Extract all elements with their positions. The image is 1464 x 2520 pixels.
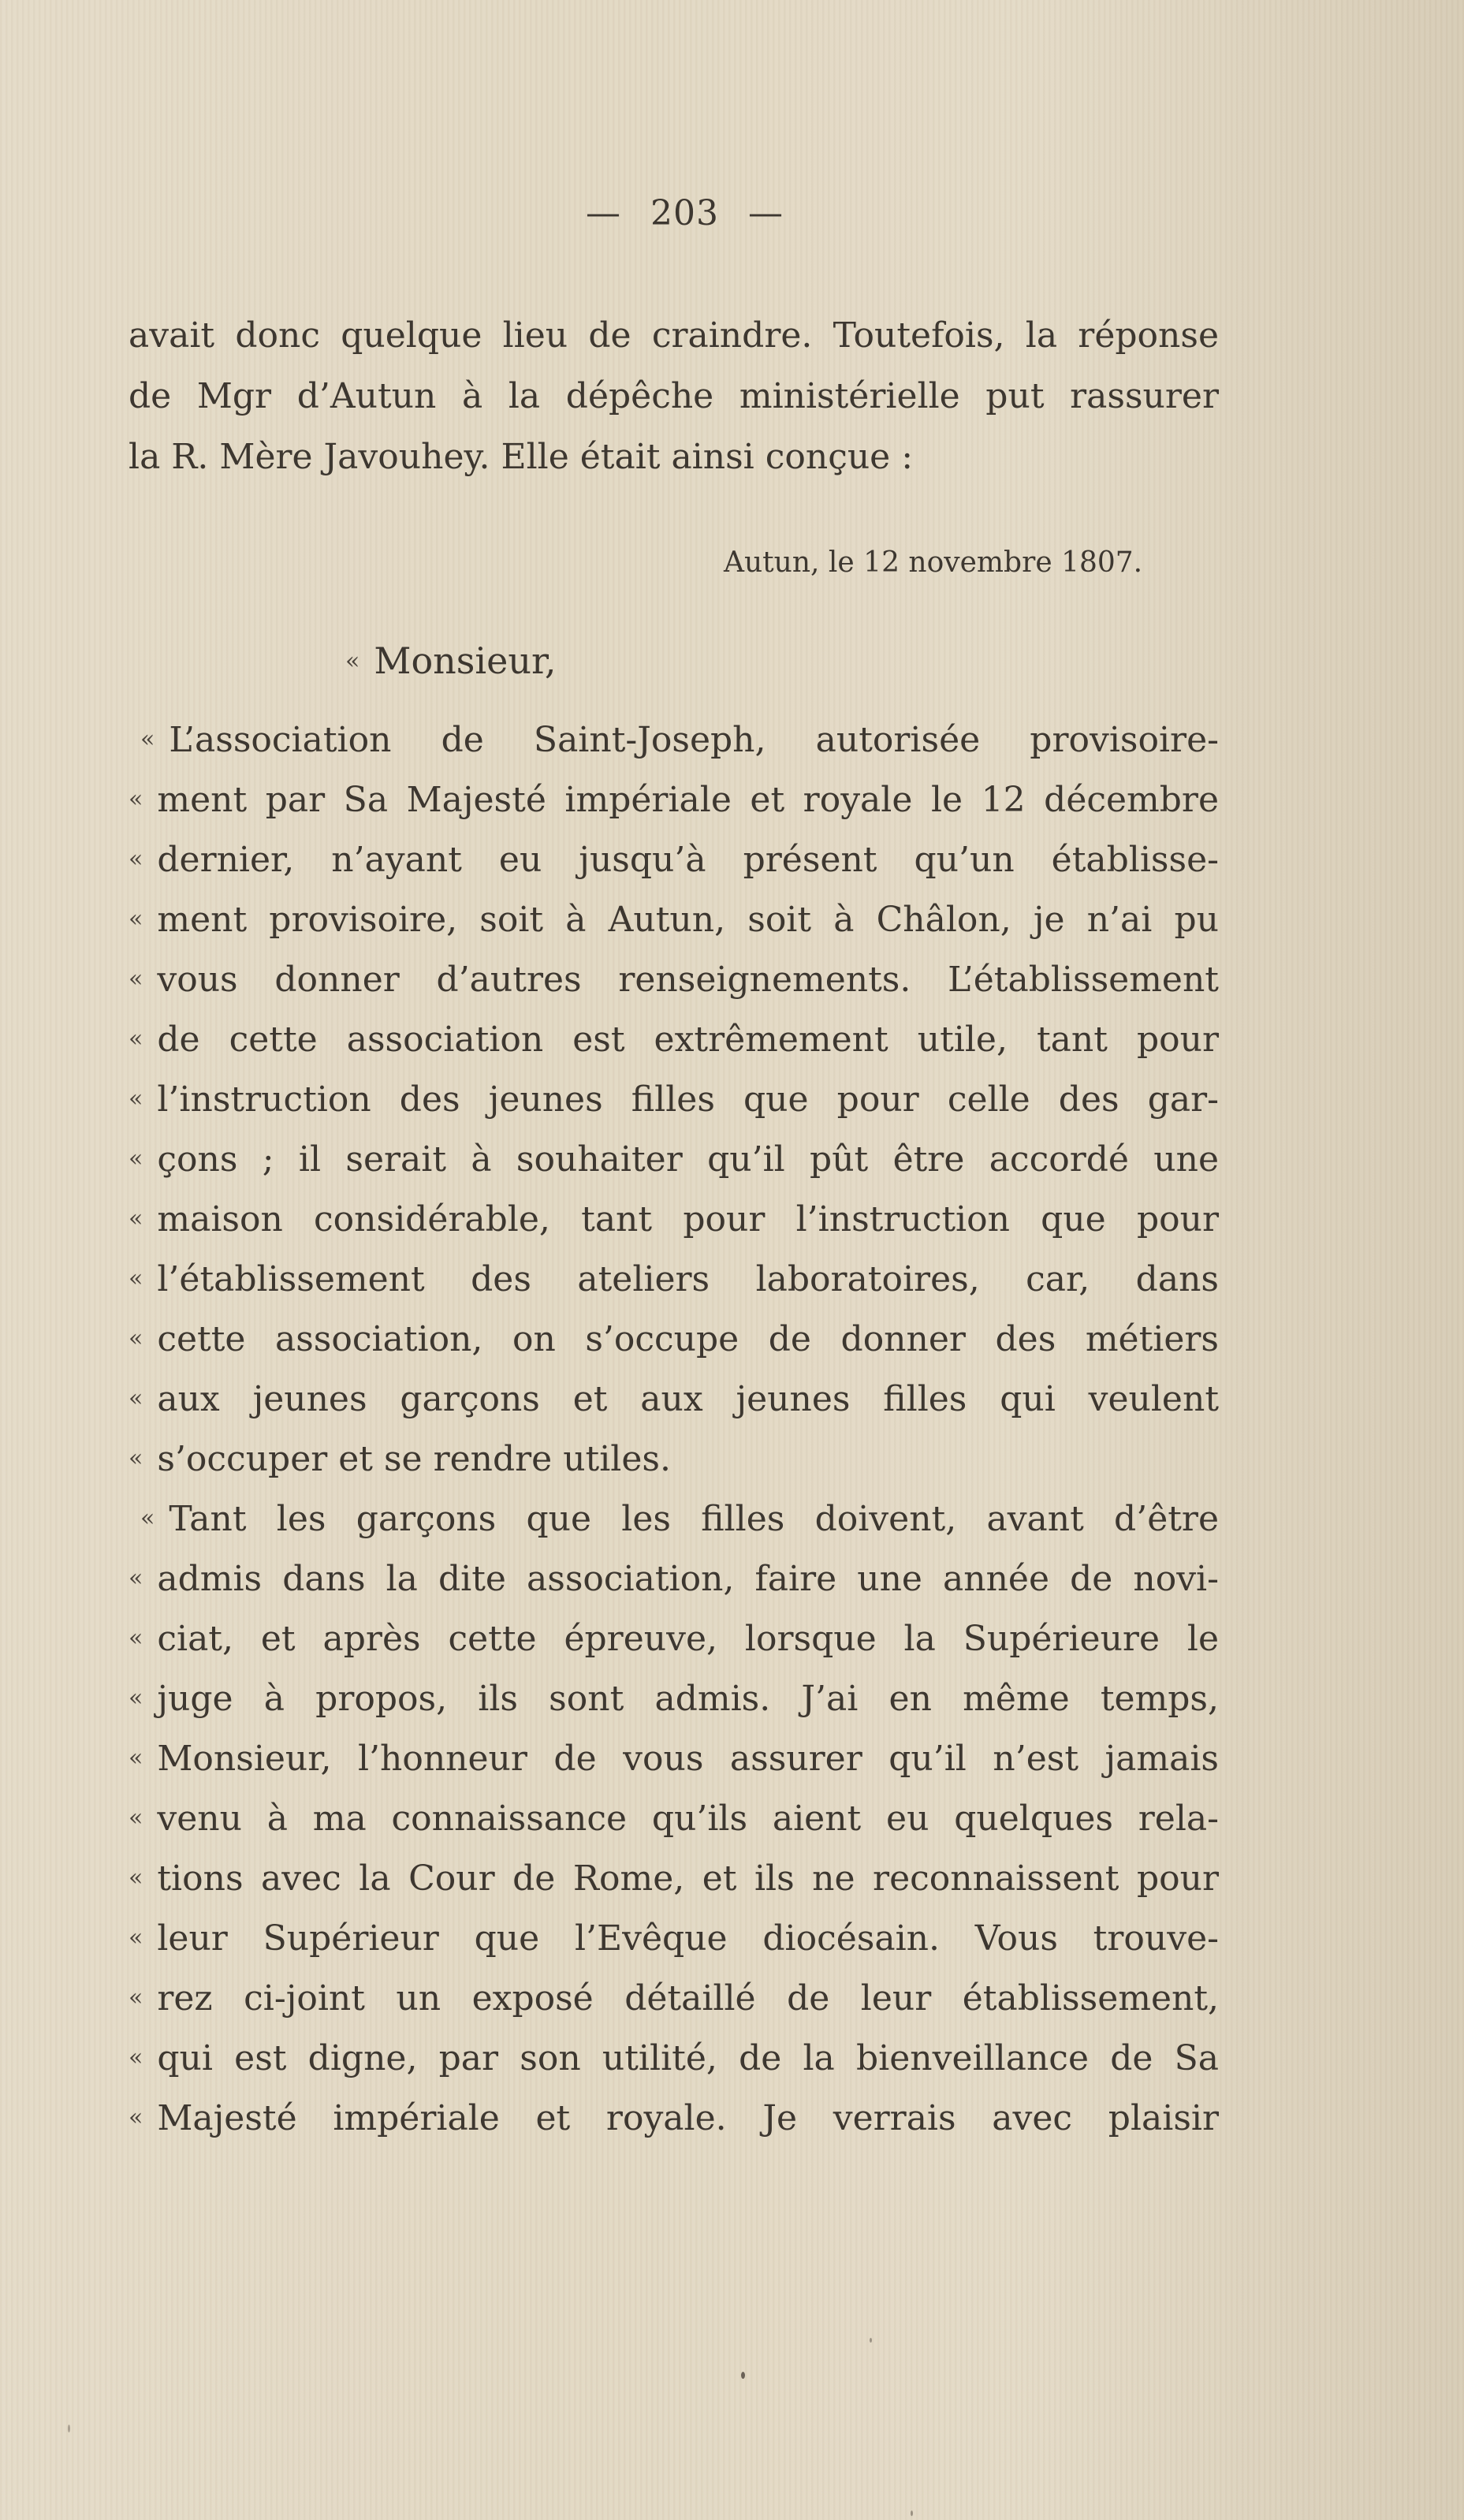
letter-line-text: maison considérable, tant pour l’instruction que pour (157, 1199, 1219, 1239)
letter-line (129, 1197, 1219, 1242)
guillemet-mark: « (129, 1325, 143, 1352)
guillemet-mark: « (129, 845, 143, 873)
letter-line-text: venu à ma connaissance qu’ils aient eu quelques rela- (157, 1799, 1219, 1839)
letter-line-text: leur Supérieur que l’Evêque diocésain. Vous trouve- (157, 1918, 1219, 1959)
letter-line-text: aux jeunes garçons et aux jeunes filles qui veulent (157, 1379, 1219, 1419)
letter-line (129, 1676, 1219, 1721)
letter-line (129, 1377, 1219, 1422)
letter-line-text: cette association, on s’occupe de donner des métiers (157, 1319, 1219, 1359)
guillemet-mark: « (129, 1804, 143, 1832)
salutation-text: Monsieur, (374, 639, 557, 682)
letter-salutation (345, 637, 557, 685)
letter-line (129, 1556, 1219, 1601)
letter-line (129, 1976, 1219, 2021)
guillemet-mark: « (129, 1265, 143, 1292)
guillemet-mark: « (129, 965, 143, 993)
letter-line-text: Majesté impériale et royale. Je verrais avec plaisir (157, 2098, 1219, 2138)
guillemet-mark: « (129, 2044, 143, 2071)
letter-line-text: l’instruction des jeunes filles que pour celle des gar- (157, 1079, 1219, 1120)
guillemet-mark: « (129, 1864, 143, 1892)
guillemet-mark: « (345, 647, 360, 675)
letter-line-text: Tant les garçons que les filles doivent, avant d’être (169, 1499, 1219, 1539)
paper-speck (911, 2511, 913, 2516)
letter-line-text: çons ; il serait à souhaiter qu’il pût être accordé une (157, 1139, 1219, 1180)
letter-line (129, 2036, 1219, 2081)
letter-line (129, 1437, 1219, 1482)
letter-line-text: qui est digne, par son utilité, de la bienveillance de Sa (157, 2038, 1219, 2078)
letter-line (129, 1137, 1219, 1182)
letter-line-text: ment provisoire, soit à Autun, soit à Châlon, je n’ai pu (157, 900, 1219, 940)
guillemet-mark: « (129, 1445, 143, 1472)
guillemet-mark: « (129, 905, 143, 933)
guillemet-mark: « (129, 1984, 143, 2011)
letter-line-text: de cette association est extrêmement utile, tant pour (157, 1020, 1219, 1060)
letter-line (129, 1077, 1219, 1122)
letter-line (129, 1796, 1219, 1841)
guillemet-mark: « (129, 1145, 143, 1172)
paper-speck (741, 2372, 745, 2379)
letter-line (140, 718, 1219, 762)
letter-line-text: vous donner d’autres renseignements. L’établissement (157, 960, 1219, 1000)
letter-line (129, 1616, 1219, 1661)
guillemet-mark: « (129, 1924, 143, 1952)
paper-speck (870, 2338, 872, 2343)
letter-date: Autun, le 12 novembre 1807. (724, 546, 1143, 579)
intro-line: de Mgr d’Autun à la dépêche ministérielle put rassurer (129, 376, 1219, 416)
letter-line (129, 1017, 1219, 1062)
guillemet-mark: « (129, 1684, 143, 1712)
letter-line-text: rez ci-joint un exposé détaillé de leur établissement, (157, 1978, 1219, 2019)
page-number: — 203 — (586, 193, 784, 233)
letter-line (129, 2096, 1219, 2141)
letter-line (129, 957, 1219, 1002)
guillemet-mark: « (140, 725, 155, 753)
guillemet-mark: « (129, 1085, 143, 1113)
letter-line-text: tions avec la Cour de Rome, et ils ne reconnaissent pour (157, 1858, 1219, 1899)
guillemet-mark: « (129, 2104, 143, 2131)
letter-line-text: s’occuper et se rendre utiles. (157, 1439, 671, 1479)
guillemet-mark: « (129, 1744, 143, 1772)
guillemet-mark: « (140, 1504, 155, 1532)
letter-line (129, 897, 1219, 942)
guillemet-mark: « (129, 1385, 143, 1412)
letter-line (129, 1257, 1219, 1302)
letter-line-text: ment par Sa Majesté impériale et royale le 12 décembre (157, 780, 1219, 820)
letter-line-text: L’association de Saint-Joseph, autorisée provisoire- (169, 720, 1219, 760)
letter-line (140, 1497, 1219, 1541)
paper-speck (68, 2425, 70, 2432)
letter-line-text: l’établissement des ateliers laboratoires, car, dans (157, 1259, 1219, 1299)
letter-line-text: admis dans la dite association, faire une année de novi- (157, 1559, 1219, 1599)
guillemet-mark: « (129, 1564, 143, 1592)
letter-line (129, 1736, 1219, 1781)
intro-line: la R. Mère Javouhey. Elle était ainsi conçue : (129, 437, 914, 477)
letter-line-text: ciat, et après cette épreuve, lorsque la Supérieure le (157, 1619, 1219, 1659)
letter-line-text: juge à propos, ils sont admis. J’ai en même temps, (157, 1679, 1219, 1719)
guillemet-mark: « (129, 1205, 143, 1232)
guillemet-mark: « (129, 1025, 143, 1053)
letter-line (129, 777, 1219, 822)
intro-line: avait donc quelque lieu de craindre. Toutefois, la réponse (129, 315, 1219, 356)
letter-line-text: Monsieur, l’honneur de vous assurer qu’il n’est jamais (157, 1739, 1219, 1779)
letter-line-text: dernier, n’ayant eu jusqu’à présent qu’un établisse- (157, 840, 1219, 880)
letter-line (129, 1317, 1219, 1362)
letter-line (129, 837, 1219, 882)
letter-line (129, 1916, 1219, 1961)
guillemet-mark: « (129, 785, 143, 813)
guillemet-mark: « (129, 1624, 143, 1652)
letter-line (129, 1856, 1219, 1901)
